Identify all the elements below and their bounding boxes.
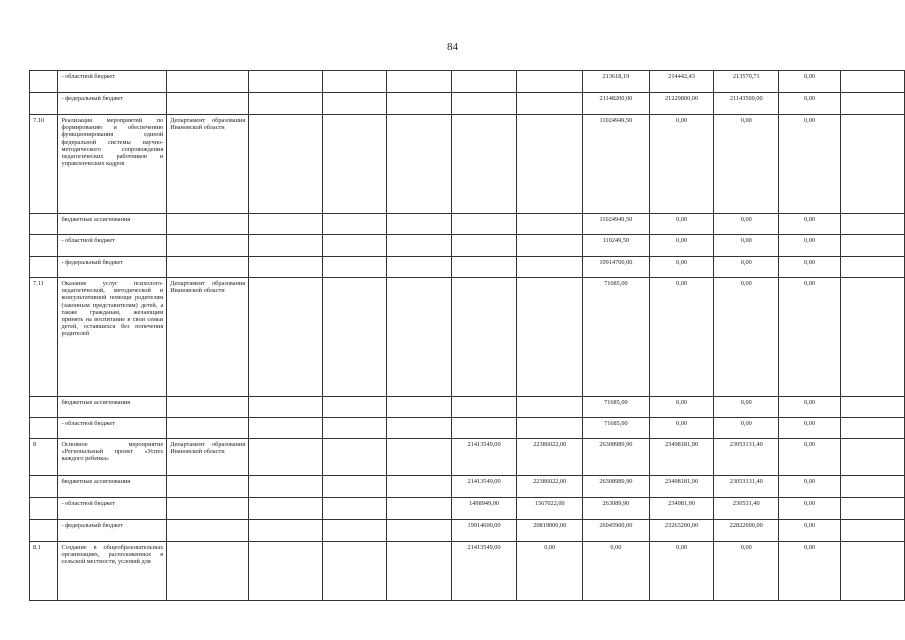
cell-2021: 21148200,00 [583,93,650,115]
cell-2020: 22386022,00 [517,476,583,498]
row-executor [167,397,249,418]
row-name: - областной бюджет [58,418,167,439]
cell-2023: 0,00 [714,397,779,418]
empty-cell [322,71,386,93]
cell-2023: 0,00 [714,115,779,214]
empty-cell [386,397,451,418]
empty-cell [386,278,451,397]
cell-2022: 0,00 [649,418,714,439]
row-name: Создание в общеобразовательных организациях, расположенных в сельской местности, условий для [58,542,167,601]
cell-2022: 0,00 [649,115,714,214]
row-code [30,257,58,278]
cell-2020: 22386022,00 [517,439,583,476]
table-row [30,235,905,257]
row-code [30,498,58,520]
cell-2020 [517,93,583,115]
row-code [30,71,58,93]
row-executor [167,520,249,542]
cell-2024: 0,00 [779,214,841,235]
empty-cell [322,235,386,257]
cell-2024: 0,00 [779,115,841,214]
row-name: - областной бюджет [58,235,167,257]
empty-cell [386,115,451,214]
cell-2019 [451,214,517,235]
empty-cell [322,397,386,418]
empty-cell [840,498,904,520]
empty-cell [249,278,323,397]
row-code: 7.10 [30,115,58,214]
empty-cell [840,476,904,498]
row-executor [167,498,249,520]
cell-2019: 21413549,00 [451,476,517,498]
cell-2022: 0,00 [649,257,714,278]
cell-2019 [451,278,517,397]
row-code: 8.1 [30,542,58,601]
table-body [30,71,905,601]
cell-2021: 263089,90 [583,498,650,520]
empty-cell [386,520,451,542]
row-name: - областной бюджет [58,498,167,520]
cell-2020 [517,418,583,439]
table-row [30,439,905,476]
cell-2022: 0,00 [649,278,714,397]
empty-cell [322,542,386,601]
empty-cell [322,418,386,439]
empty-cell [840,257,904,278]
cell-2023: 23053131,40 [714,476,779,498]
empty-cell [249,439,323,476]
cell-2020 [517,214,583,235]
cell-2020 [517,257,583,278]
cell-2023: 0,00 [714,257,779,278]
row-name: - федеральный бюджет [58,520,167,542]
empty-cell [840,235,904,257]
cell-2019 [451,115,517,214]
table-row [30,520,905,542]
table-row [30,257,905,278]
table-row [30,93,905,115]
empty-cell [249,71,323,93]
empty-cell [322,439,386,476]
cell-2022: 234981,90 [649,498,714,520]
table-row [30,278,905,397]
cell-2020: 1567022,00 [517,498,583,520]
cell-2019 [451,418,517,439]
empty-cell [322,214,386,235]
row-executor [167,214,249,235]
budget-table [29,70,905,601]
empty-cell [386,257,451,278]
table-row [30,71,905,93]
cell-2023: 230531,40 [714,498,779,520]
empty-cell [249,257,323,278]
cell-2020 [517,115,583,214]
cell-2020 [517,278,583,397]
empty-cell [322,257,386,278]
empty-cell [322,278,386,397]
cell-2024: 0,00 [779,418,841,439]
cell-2022: 23498181,90 [649,439,714,476]
cell-2024: 0,00 [779,93,841,115]
cell-2023: 0,00 [714,418,779,439]
cell-2021: 71685,00 [583,397,650,418]
row-executor [167,71,249,93]
cell-2022: 23498181,90 [649,476,714,498]
cell-2024: 0,00 [779,235,841,257]
empty-cell [386,235,451,257]
empty-cell [322,498,386,520]
page-number: 84 [447,41,458,53]
cell-2023: 21143500,00 [714,93,779,115]
cell-2021: 10914700,00 [583,257,650,278]
cell-2023: 213570,71 [714,71,779,93]
cell-2019 [451,71,517,93]
cell-2020 [517,235,583,257]
cell-2024: 0,00 [779,257,841,278]
empty-cell [249,93,323,115]
cell-2021: 11024949,50 [583,115,650,214]
empty-cell [840,93,904,115]
cell-2022: 0,00 [649,235,714,257]
cell-2021: 71685,00 [583,278,650,397]
cell-2019: 1498949,00 [451,498,517,520]
empty-cell [322,93,386,115]
cell-2020: 0,00 [517,542,583,601]
empty-cell [249,498,323,520]
row-code [30,214,58,235]
cell-2024: 0,00 [779,439,841,476]
empty-cell [386,498,451,520]
row-executor [167,418,249,439]
row-executor [167,235,249,257]
row-code [30,418,58,439]
empty-cell [249,115,323,214]
cell-2019 [451,257,517,278]
empty-cell [386,418,451,439]
row-name: - областной бюджет [58,71,167,93]
cell-2021: 26045900,00 [583,520,650,542]
row-executor [167,476,249,498]
cell-2024: 0,00 [779,71,841,93]
empty-cell [249,476,323,498]
row-code [30,397,58,418]
cell-2024: 0,00 [779,542,841,601]
cell-2023: 22822600,00 [714,520,779,542]
row-name: Основное мероприятие «Региональный проект «Успех каждого ребенка» [58,439,167,476]
empty-cell [386,542,451,601]
empty-cell [386,93,451,115]
table-row [30,498,905,520]
cell-2024: 0,00 [779,498,841,520]
table-row [30,476,905,498]
cell-2019 [451,397,517,418]
table-row [30,542,905,601]
empty-cell [386,476,451,498]
empty-cell [249,542,323,601]
cell-2022: 214442,43 [649,71,714,93]
empty-cell [249,418,323,439]
table-row [30,397,905,418]
empty-cell [840,71,904,93]
row-name: Оказание услуг психолого-педагогической, методической и консультативной помощи родителям (законным представителям) детей, а также гражданам, желающим принять на воспитание в свои семьи детей, оставшихся без попечения родителей [58,278,167,397]
empty-cell [840,418,904,439]
cell-2022: 0,00 [649,542,714,601]
empty-cell [322,520,386,542]
cell-2019: 19914600,00 [451,520,517,542]
table-row [30,115,905,214]
empty-cell [840,542,904,601]
cell-2024: 0,00 [779,397,841,418]
row-name: бюджетные ассигнования [58,397,167,418]
row-name: бюджетные ассигнования [58,214,167,235]
cell-2021: 213618,19 [583,71,650,93]
empty-cell [386,214,451,235]
cell-2022: 0,00 [649,214,714,235]
cell-2022: 21229800,00 [649,93,714,115]
empty-cell [386,439,451,476]
row-name: - федеральный бюджет [58,93,167,115]
row-executor [167,93,249,115]
row-executor: Департамент образования Ивановской области [167,439,249,476]
empty-cell [840,278,904,397]
row-executor: Департамент образования Ивановской области [167,115,249,214]
empty-cell [840,439,904,476]
cell-2021: 110249,50 [583,235,650,257]
row-code: 7.11 [30,278,58,397]
empty-cell [249,397,323,418]
row-executor [167,542,249,601]
cell-2020: 20819000,00 [517,520,583,542]
cell-2024: 0,00 [779,520,841,542]
cell-2023: 23053131,40 [714,439,779,476]
empty-cell [249,235,323,257]
cell-2023: 0,00 [714,214,779,235]
empty-cell [322,115,386,214]
empty-cell [386,71,451,93]
cell-2021: 26308989,90 [583,476,650,498]
table-row [30,214,905,235]
row-name: Реализация мероприятий по формированию и обеспечению функционирования единой федеральной системы научно-методического сопровождения педагогических работников и управленческих кадров [58,115,167,214]
cell-2023: 0,00 [714,278,779,397]
cell-2019: 21413549,00 [451,439,517,476]
row-name: бюджетные ассигнования [58,476,167,498]
empty-cell [840,115,904,214]
empty-cell [840,214,904,235]
row-code [30,476,58,498]
empty-cell [840,397,904,418]
cell-2021: 11024949,50 [583,214,650,235]
cell-2019 [451,93,517,115]
row-executor [167,257,249,278]
row-code [30,235,58,257]
cell-2019: 21413549,00 [451,542,517,601]
table-row [30,418,905,439]
cell-2021: 71685,00 [583,418,650,439]
cell-2022: 0,00 [649,397,714,418]
empty-cell [322,476,386,498]
row-executor: Департамент образования Ивановской области [167,278,249,397]
row-name: - федеральный бюджет [58,257,167,278]
cell-2021: 0,00 [583,542,650,601]
cell-2020 [517,397,583,418]
cell-2021: 26308989,90 [583,439,650,476]
cell-2022: 23263200,00 [649,520,714,542]
cell-2024: 0,00 [779,476,841,498]
empty-cell [840,520,904,542]
cell-2019 [451,235,517,257]
empty-cell [249,214,323,235]
cell-2023: 0,00 [714,542,779,601]
cell-2020 [517,71,583,93]
row-code: 8 [30,439,58,476]
cell-2024: 0,00 [779,278,841,397]
row-code [30,93,58,115]
empty-cell [249,520,323,542]
cell-2023: 0,00 [714,235,779,257]
row-code [30,520,58,542]
